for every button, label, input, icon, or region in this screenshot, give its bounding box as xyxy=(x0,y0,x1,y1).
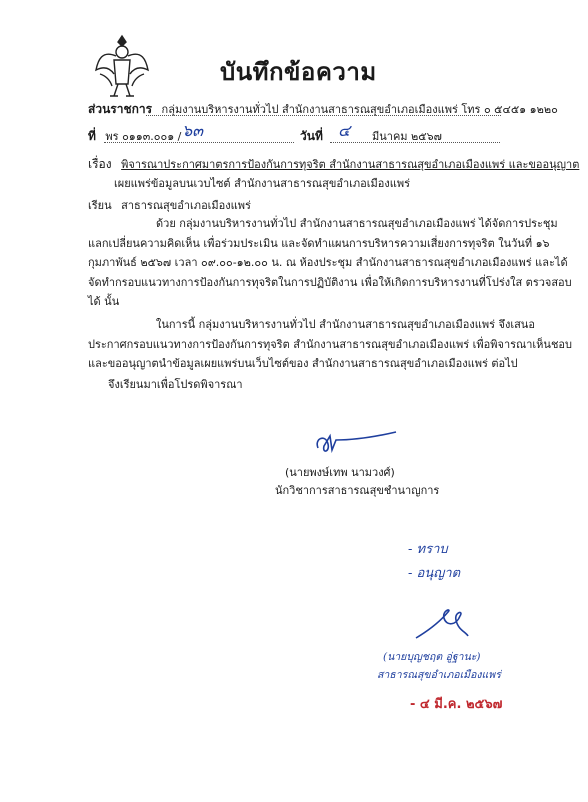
subject-line-2: เผยแพร่ข้อมูลบนเวบไซต์ สำนักงานสาธารณสุขอำเภอเมืองแพร่ xyxy=(114,177,410,190)
subject-line-1: พิจารณาประกาศมาตรการป้องกันการทุจริต สำนักงานสาธารณสุขอำเภอเมืองแพร่ และขออนุญาต xyxy=(121,158,580,171)
date-row xyxy=(300,127,323,146)
approval-note-permitted: - อนุญาต xyxy=(408,566,461,581)
signatory-name: (นายพงษ์เทพ นามวงศ์) xyxy=(285,466,395,479)
date-value: มีนาคม ๒๕๖๗ xyxy=(372,130,442,143)
garuda-emblem-icon xyxy=(92,30,152,102)
subject-label: เรื่อง xyxy=(88,157,112,171)
dotted-rule xyxy=(146,115,501,116)
reference-number-handwritten: ๖๓ xyxy=(182,121,204,140)
date-label: วันที่ xyxy=(300,129,323,143)
approver-signature-handwritten xyxy=(412,604,472,648)
to-row xyxy=(88,196,251,214)
signature-handwritten xyxy=(310,428,400,466)
approver-name: (นายบุญชฤต อู่ฐานะ) xyxy=(383,651,481,663)
paragraph-line: ได้ นั้น xyxy=(88,295,120,308)
to-value: สาธารณสุขอำเภอเมืองแพร่ xyxy=(121,199,251,212)
signatory-position: นักวิชาการสาธารณสุขชำนาญการ xyxy=(275,484,440,497)
subject-row xyxy=(88,155,579,174)
body-paragraph-2 xyxy=(88,315,572,374)
paragraph-line: ด้วย กลุ่มงานบริหารงานทั่วไป สำนักงานสาธารณสุขอำเภอเมืองแพร่ ได้จัดการประชุม xyxy=(156,217,558,230)
date-handwritten: ๔ xyxy=(338,121,351,140)
paragraph-line: ประกาศกรอบแนวทางการป้องกันการทุจริต สำนักงานสาธารณสุขอำเภอเมืองแพร่ เพื่อพิจารณาเห็นชอบ xyxy=(88,337,572,351)
reference-value: พร ๐๑๑๓.๐๐๑ / xyxy=(105,130,182,143)
to-label: เรียน xyxy=(88,199,112,212)
paragraph-line: ในการนี้ กลุ่มงานบริหารงานทั่วไป สำนักงานสาธารณสุขอำเภอเมืองแพร่ จึงเสนอ xyxy=(156,318,535,331)
body-paragraph-1 xyxy=(88,214,572,312)
dotted-rule xyxy=(330,142,500,143)
department-row xyxy=(88,100,558,119)
approval-note-acknowledged: - ทราบ xyxy=(408,542,448,557)
reference-row xyxy=(88,127,181,146)
paragraph-line: แลกเปลี่ยนความคิดเห็น เพื่อร่วมประเมิน และจัดทำแผนการบริหารความเสี่ยงการทุจริต ในวันที่ ๑๖ xyxy=(88,236,550,250)
paragraph-line: และขออนุญาตนำข้อมูลเผยแพร่บนเว็บไซต์ของ สำนักงานสาธารณสุขอำเภอเมืองแพร่ ต่อไป xyxy=(88,357,518,370)
memo-title: บันทึกข้อความ xyxy=(220,58,377,86)
approval-date-stamp: - ๔ มี.ค. ๒๕๖๗ xyxy=(410,697,503,712)
department-label: ส่วนราชการ xyxy=(88,102,153,116)
closing-line: จึงเรียนมาเพื่อโปรดพิจารณา xyxy=(108,378,243,391)
reference-label: ที่ xyxy=(88,129,96,143)
dotted-rule xyxy=(104,142,294,143)
paragraph-line: จัดทำกรอบแนวทางการป้องกันการทุจริตในการปฏิบัติงาน เพื่อให้เกิดการบริหารงานที่โปร่งใส ตรวจสอบ xyxy=(88,275,572,289)
approver-position: สาธารณสุขอำเภอเมืองแพร่ xyxy=(377,669,501,681)
department-value: กลุ่มงานบริหารงานทั่วไป สำนักงานสาธารณสุขอำเภอเมืองแพร่ โทร ๐ ๕๔๕๑ ๑๒๒๐ xyxy=(161,103,558,116)
paragraph-line: กุมภาพันธ์ ๒๕๖๗ เวลา ๐๙.๐๐-๑๒.๐๐ น. ณ ห้องประชุม สำนักงานสาธารณสุขอำเภอเมืองแพร่ และได้ xyxy=(88,256,568,269)
